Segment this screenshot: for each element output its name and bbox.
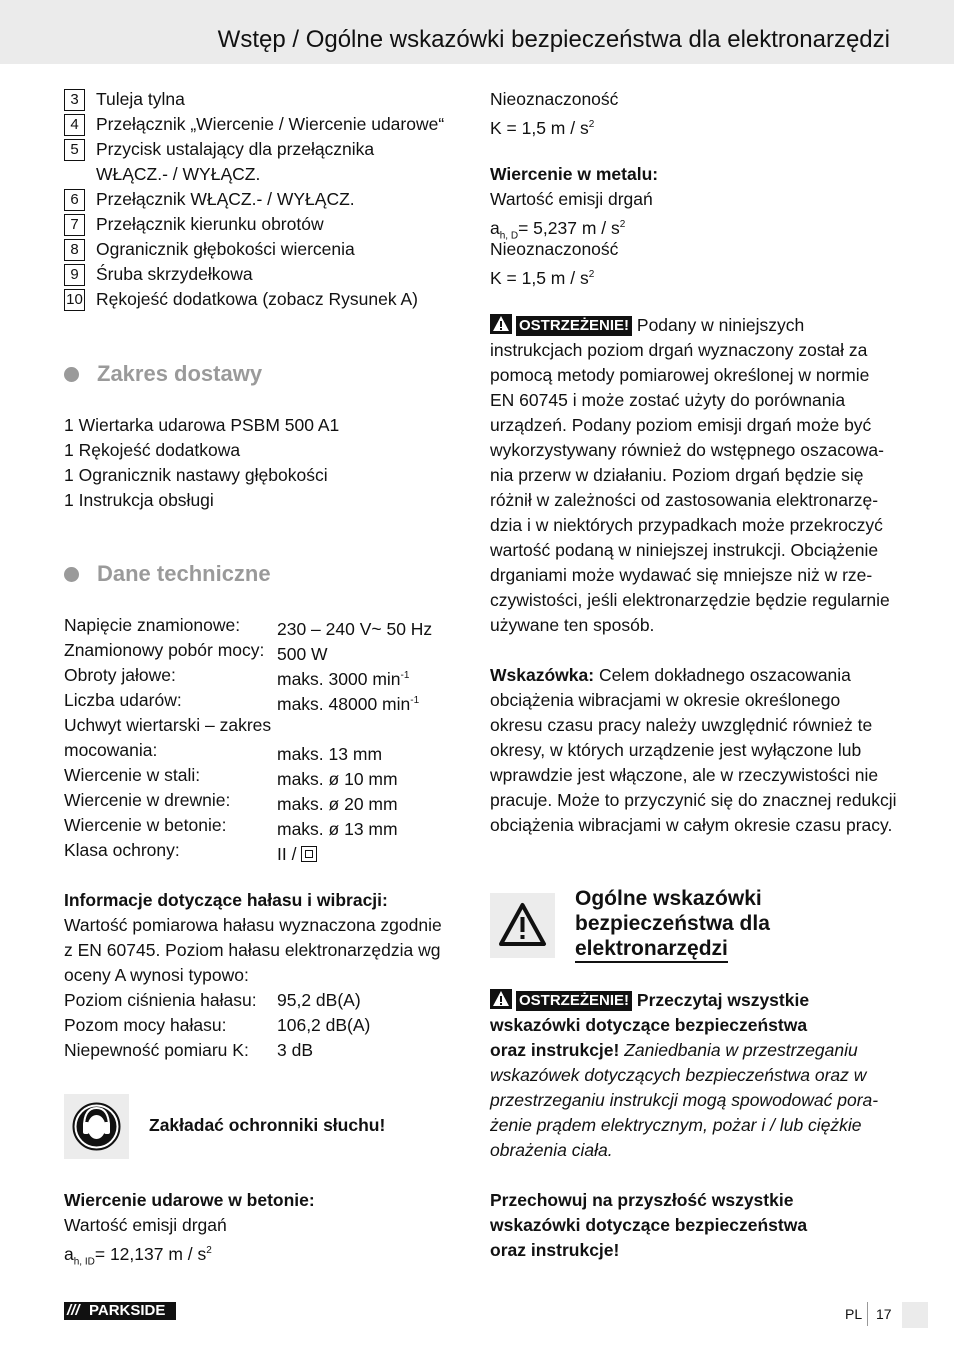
- keep-line: oraz instrukcje!: [490, 1240, 620, 1260]
- tech-label: Obroty jałowe:: [64, 665, 176, 685]
- tech-label: Wiercenie w betonie:: [64, 815, 227, 835]
- warning-text-line: EN 60745 i może zostać użyty do porównania: [490, 390, 846, 410]
- warning-text-line: instrukcjach poziom drgań wyznaczony został za: [490, 340, 868, 360]
- keep-line: Przechowuj na przyszłość wszystkie: [490, 1190, 794, 1210]
- metal-heading: Wiercenie w metalu:: [490, 164, 659, 184]
- hint-text-line: pracuje. Może to przyczynić się do znacznej redukcji: [490, 790, 897, 810]
- warning-text-line: wartość podaną w niniejszej instrukcji. Obciążenie: [490, 540, 879, 560]
- footer-divider: [867, 1302, 868, 1326]
- page-header: [0, 0, 954, 64]
- warning-icon: [490, 314, 512, 334]
- warning-italic-line: przestrzeganiu instrukcji mogą spowodować pora-: [490, 1090, 879, 1110]
- tech-label: Uchwyt wiertarski – zakres: [64, 715, 272, 735]
- noise-text-line: z EN 60745. Poziom hałasu elektronarzędzia wg: [64, 940, 441, 960]
- part-number: 10: [64, 289, 85, 311]
- warning-triangle-icon: [490, 893, 555, 958]
- part-label: Śruba skrzydełkowa: [96, 264, 253, 284]
- warning-line: OSTRZEŻENIE! Podany w niniejszych: [490, 313, 804, 338]
- hint-text-line: okresu czasu pracy należy uwzględnić również te: [490, 715, 873, 735]
- warning-italic-line: żenie prądem elektrycznym, pożar i / lub ciężkie: [490, 1115, 862, 1135]
- tech-label: Liczba udarów:: [64, 690, 182, 710]
- uncertainty-label: Nieoznaczoność: [490, 239, 619, 259]
- part-number: 4: [64, 114, 85, 136]
- tech-value: maks. ø 20 mm: [277, 793, 398, 814]
- metal-value: $a_{h, D}= 5,237$ m / $s^2$: [490, 217, 626, 242]
- part-number: 9: [64, 264, 85, 286]
- noise-value: 95,2 dB(A): [277, 990, 361, 1010]
- part-label: Ogranicznik głębokości wiercenia: [96, 239, 355, 259]
- uncertainty-value: K = 1,5 m / $s^2$: [490, 267, 595, 288]
- ear-protection-text: Zakładać ochronniki słuchu!: [149, 1115, 386, 1135]
- delivery-item: 1 Ogranicznik nastawy głębokości: [64, 465, 328, 485]
- brand-logo: /// PARKSIDE: [64, 1302, 176, 1320]
- warning-bold-line: wskazówki dotyczące bezpieczeństwa: [490, 1015, 808, 1035]
- noise-text-line: oceny A wynosi typowo:: [64, 965, 249, 985]
- uncertainty-value: K = 1,5 m / $s^2$: [490, 117, 595, 138]
- tech-label: Znamionowy pobór mocy:: [64, 640, 265, 660]
- tech-label: mocowania:: [64, 740, 158, 760]
- part-number: 5: [64, 139, 85, 161]
- part-number: 7: [64, 214, 85, 236]
- part-label: Przycisk ustalający dla przełącznika: [96, 139, 375, 159]
- warning-text-line: dzia i w niektórych przypadkach może przekroczyć: [490, 515, 883, 535]
- page-title: Wstęp / Ogólne wskazówki bezpieczeństwa dla elektronarzędzi: [217, 26, 890, 53]
- part-label: Przełącznik kierunku obrotów: [96, 214, 324, 234]
- warning-italic-line: obrażenia ciała.: [490, 1140, 613, 1160]
- tech-value: maks. 3000 $\min^{-1}$: [277, 668, 410, 689]
- keep-line: wskazówki dotyczące bezpieczeństwa: [490, 1215, 808, 1235]
- warning-line: OSTRZEŻENIE! Przeczytaj wszystkie: [490, 988, 809, 1013]
- section-bullet: [64, 567, 79, 582]
- impact-value: $a_{h, ID}= 12,137$ m / $s^2$: [64, 1243, 212, 1268]
- tech-value: maks. ø 10 mm: [277, 768, 398, 789]
- hint-text-line: okresy, w których urządzenie jest wyłączone lub: [490, 740, 862, 760]
- delivery-item: 1 Instrukcja obsługi: [64, 490, 214, 510]
- warning-text-line: urządzeń. Podany poziom emisji drgań może być: [490, 415, 872, 435]
- part-label: Rękojeść dodatkowa (zobacz Rysunek A): [96, 289, 418, 309]
- part-label: Tuleja tylna: [96, 89, 185, 109]
- page-number: 17: [876, 1306, 892, 1322]
- delivery-title: Zakres dostawy: [97, 361, 263, 386]
- metal-line: Wartość emisji drgań: [490, 189, 653, 209]
- warning-text-line: czywistości, jeśli elektronarzędzie będzie regularnie: [490, 590, 890, 610]
- part-label: Przełącznik „Wiercenie / Wiercenie udarowe“: [96, 114, 445, 134]
- warning-icon: [490, 989, 512, 1009]
- part-number: 3: [64, 89, 85, 111]
- warning-text-line: drganiami może wydawać się mniejsze niż w rze-: [490, 565, 873, 585]
- hint-text-line: wprawdzie jest włączone, ale w rzeczywistości nie: [490, 765, 879, 785]
- hint-text-line: obciążenia wibracjami w okresie określonego: [490, 690, 841, 710]
- part-number: 6: [64, 189, 85, 211]
- warning-text-line: pomocą metody pomiarowej określonej w normie: [490, 365, 870, 385]
- uncertainty-label: Nieoznaczoność: [490, 89, 619, 109]
- tech-label: Klasa ochrony:: [64, 840, 180, 860]
- tech-value: maks. ø 13 mm: [277, 818, 398, 839]
- warning-text-line: różnił w zależności od zastosowania elektronarzę-: [490, 490, 879, 510]
- tech-value: 230 – 240 V~ 50 Hz: [277, 618, 433, 639]
- safety-title: Ogólne wskazówki bezpieczeństwa dla elektronarzędzi: [575, 886, 770, 963]
- hint-text-line: obciążenia wibracjami w całym okresie czasu pracy.: [490, 815, 893, 835]
- noise-value: 3 dB: [277, 1040, 313, 1060]
- part-label: Przełącznik WŁĄCZ.- / WYŁĄCZ.: [96, 189, 355, 209]
- noise-text-line: Wartość pomiarowa hałasu wyznaczona zgodnie: [64, 915, 442, 935]
- delivery-item: 1 Wiertarka udarowa PSBM 500 A1: [64, 415, 340, 435]
- tech-value: II /: [277, 838, 317, 867]
- impact-heading: Wiercenie udarowe w betonie:: [64, 1190, 315, 1210]
- part-number: 8: [64, 239, 85, 261]
- warning-badge: OSTRZEŻENIE!: [516, 316, 632, 336]
- ear-protection-icon: [64, 1094, 129, 1159]
- language-code: PL: [845, 1306, 863, 1322]
- noise-heading: Informacje dotyczące hałasu i wibracji:: [64, 890, 388, 910]
- impact-line: Wartość emisji drgań: [64, 1215, 227, 1235]
- tech-value: maks. 13 mm: [277, 743, 383, 764]
- tech-label: Wiercenie w drewnie:: [64, 790, 231, 810]
- tech-title: Dane techniczne: [97, 561, 271, 586]
- noise-label: Niepewność pomiaru K:: [64, 1040, 249, 1060]
- part-label: WŁĄCZ.- / WYŁĄCZ.: [96, 164, 261, 184]
- warning-text-line: używane ten sposób.: [490, 615, 655, 635]
- delivery-item: 1 Rękojeść dodatkowa: [64, 440, 241, 460]
- page-tab: [902, 1302, 928, 1328]
- protection-class-icon: [301, 846, 317, 862]
- tech-label: Wiercenie w stali:: [64, 765, 201, 785]
- warning-mixed-line: oraz instrukcje! Zaniedbania w przestrzeganiu: [490, 1040, 858, 1060]
- tech-label: Napięcie znamionowe:: [64, 615, 241, 635]
- noise-label: Poziom ciśnienia hałasu:: [64, 990, 257, 1010]
- hint-line: Wskazówka: Celem dokładnego oszacowania: [490, 665, 851, 685]
- warning-text-line: nia przerw w działaniu. Poziom drgań będzie się: [490, 465, 864, 485]
- warning-text-line: wykorzystywany również do wstępnego oszacowa-: [490, 440, 884, 460]
- warning-badge: OSTRZEŻENIE!: [516, 991, 632, 1011]
- tech-value: 500 W: [277, 643, 328, 664]
- tech-value: maks. 48000 $\min^{-1}$: [277, 693, 420, 714]
- section-bullet: [64, 367, 79, 382]
- noise-value: 106,2 dB(A): [277, 1015, 371, 1035]
- noise-label: Pozom mocy hałasu:: [64, 1015, 227, 1035]
- warning-italic-line: wskazówek dotyczących bezpieczeństwa oraz w: [490, 1065, 867, 1085]
